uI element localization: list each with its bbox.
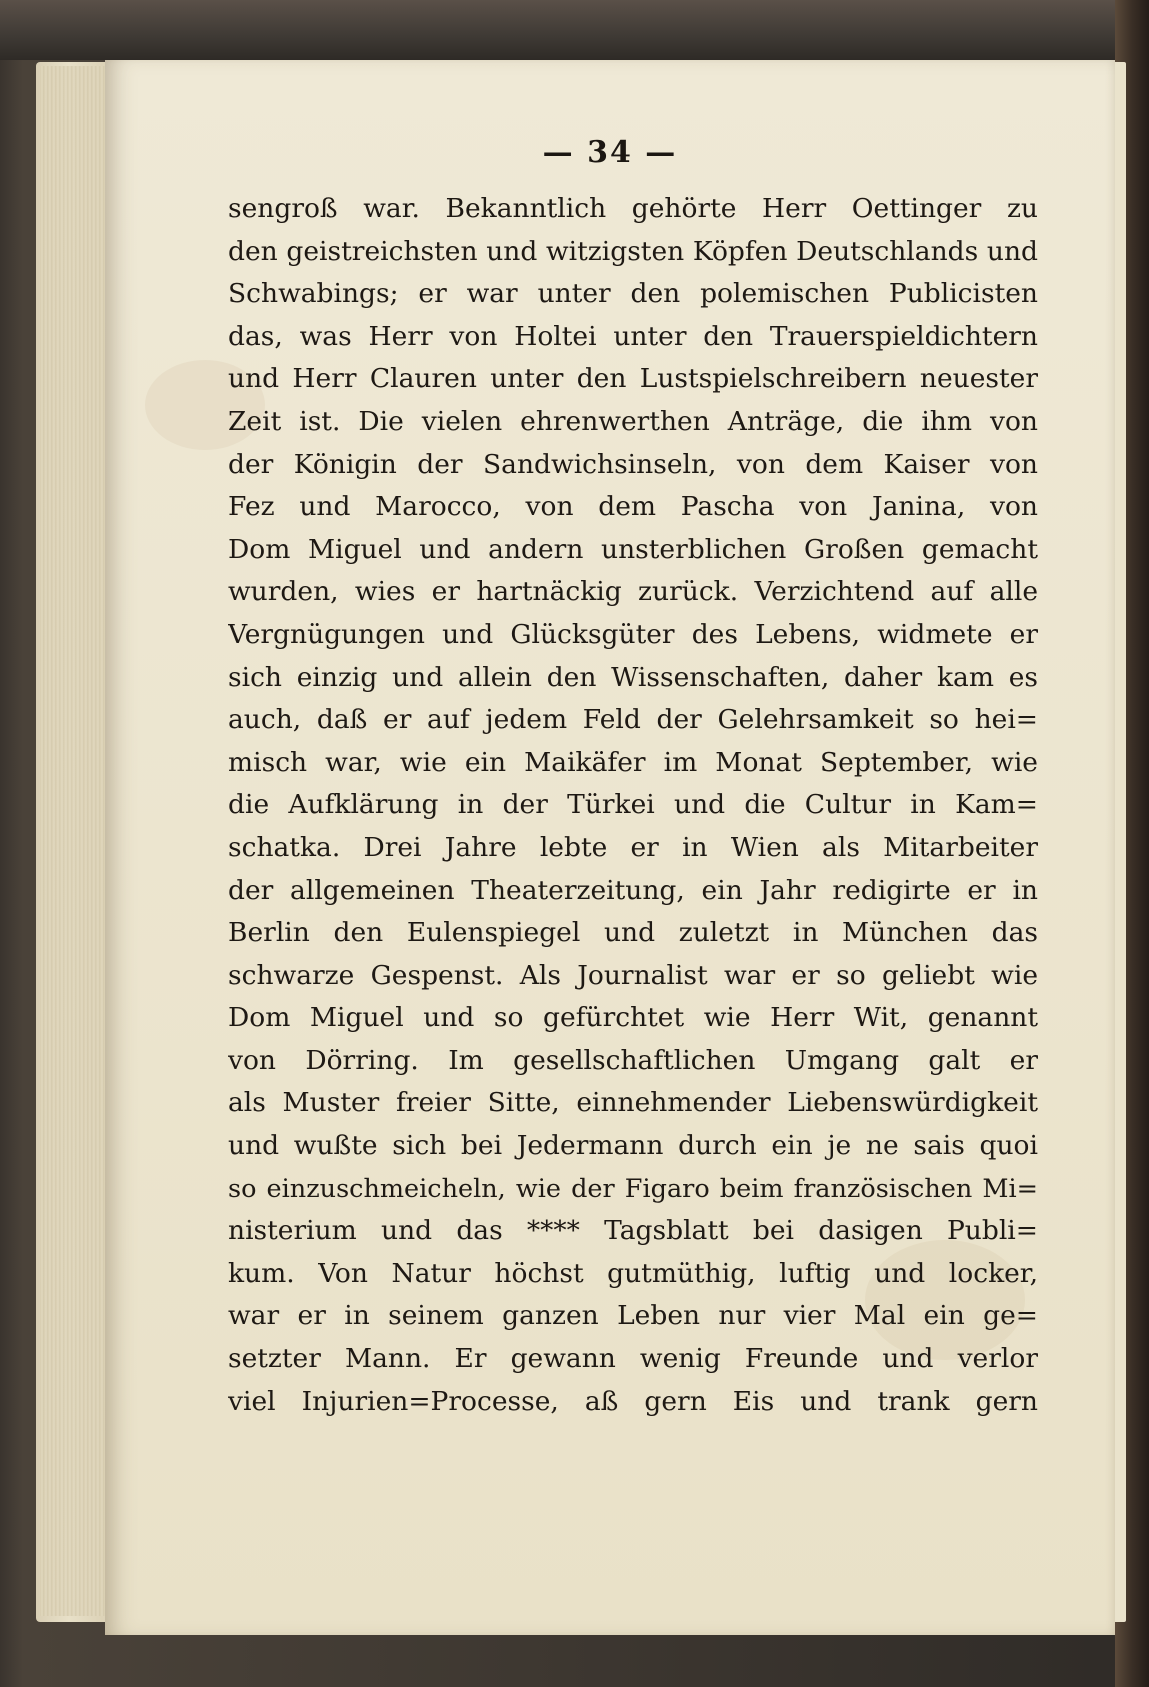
text-line: misch war, wie ein Maikäfer im Monat September, wie xyxy=(228,746,1038,778)
text-line: Vergnügungen und Glücksgüter des Lebens, widmete er xyxy=(228,618,1038,650)
book-cover-top-edge xyxy=(0,0,1149,60)
text-line: Dom Miguel und andern unsterblichen Großen gemacht xyxy=(228,533,1038,565)
text-line: das, was Herr von Holtei unter den Trauerspieldichtern xyxy=(228,320,1038,352)
text-line: Dom Miguel und so gefürchtet wie Herr Wit, genannt xyxy=(228,1002,1038,1034)
text-line: so einzuschmeicheln, wie der Figaro beim französischen Mi= xyxy=(228,1173,1038,1204)
book-page xyxy=(105,60,1115,1635)
text-line: Berlin den Eulenspiegel und zuletzt in München das xyxy=(228,917,1038,949)
text-line: die Aufklärung in der Türkei und die Cultur in Kam= xyxy=(228,789,1038,821)
text-line: war er in seinem ganzen Leben nur vier Mal ein ge= xyxy=(228,1300,1038,1332)
text-line: der allgemeinen Theaterzeitung, ein Jahr redigirte er in xyxy=(228,874,1038,906)
text-line: kum. Von Natur höchst gutmüthig, luftig und locker, xyxy=(228,1257,1038,1289)
text-line: sengroß war. Bekanntlich gehörte Herr Oettinger zu xyxy=(228,193,1038,224)
text-line: wurden, wies er hartnäckig zurück. Verzichtend auf alle xyxy=(228,576,1038,608)
text-line: auch, daß er auf jedem Feld der Gelehrsamkeit so hei= xyxy=(228,704,1038,736)
text-line: schatka. Drei Jahre lebte er in Wien als Mitarbeiter xyxy=(228,831,1038,863)
page-edges xyxy=(40,66,110,1616)
text-line: als Muster freier Sitte, einnehmender Liebenswürdigkeit xyxy=(228,1087,1038,1119)
text-line: Zeit ist. Die vielen ehrenwerthen Anträge, die ihm von xyxy=(228,405,1038,437)
text-line: schwarze Gespenst. Als Journalist war er so geliebt wie xyxy=(228,959,1038,991)
text-line: setzter Mann. Er gewann wenig Freunde und verlor xyxy=(228,1343,1038,1375)
text-line: und Herr Clauren unter den Lustspielschreibern neuester xyxy=(228,363,1038,395)
text-line: Fez und Marocco, von dem Pascha von Janina, von xyxy=(228,491,1038,523)
text-line: nisterium und das **** Tagsblatt bei dasigen Publi= xyxy=(228,1215,1038,1247)
text-line: sich einzig und allein den Wissenschaften, daher kam es xyxy=(228,661,1038,693)
body-text xyxy=(228,188,1038,1423)
text-line: der Königin der Sandwichsinseln, von dem Kaiser von xyxy=(228,448,1038,480)
text-line: viel Injurien=Processe, aß gern Eis und trank gern xyxy=(228,1385,1038,1417)
text-line: und wußte sich bei Jedermann durch ein je ne sais quoi xyxy=(228,1130,1038,1162)
text-line: den geistreichsten und witzigsten Köpfen Deutschlands und xyxy=(228,235,1038,267)
text-line: von Dörring. Im gesellschaftlichen Umgang galt er xyxy=(228,1044,1038,1076)
text-line: Schwabings; er war unter den polemischen Publicisten xyxy=(228,278,1038,310)
page-number: — 34 — xyxy=(542,135,678,170)
